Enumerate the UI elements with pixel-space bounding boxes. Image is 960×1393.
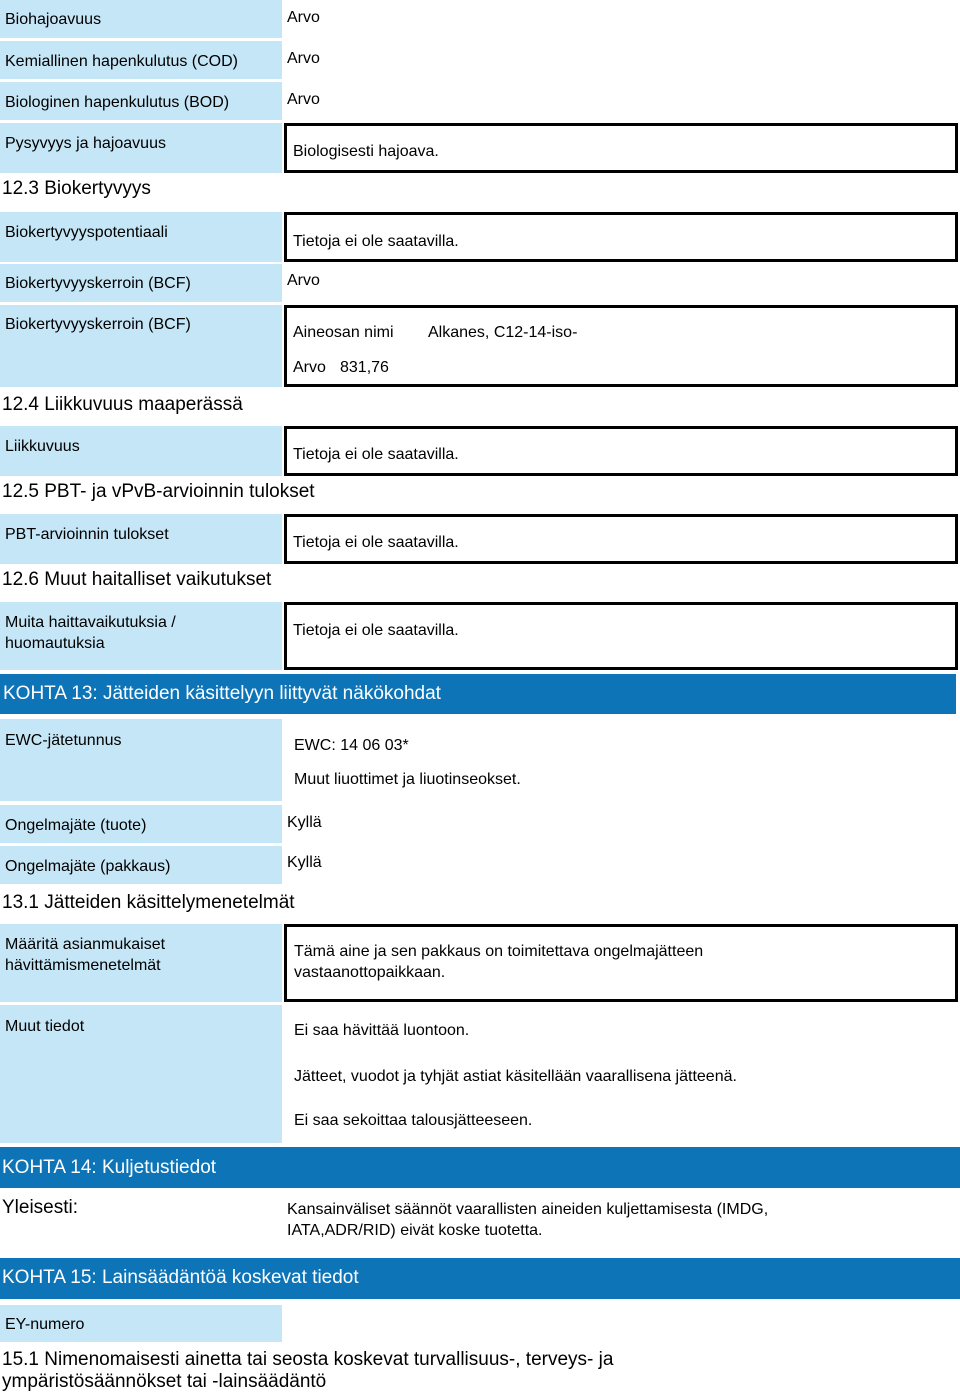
row-label-bcf-2: Biokertyvyyskerroin (BCF) [0,305,282,387]
other-info-line-1: Ei saa hävittää luontoon. [294,1022,470,1039]
row-value-persistence: Biologisesti hajoava. [293,143,439,160]
row-label-bio-potential: Biokertyvyyspotentiaali [0,212,282,262]
row-value-bod: Arvo [287,91,320,108]
section-13-header: KOHTA 13: Jätteiden käsittelyyn liittyvät näkökohdat [0,674,956,714]
row-value-waste-product: Kyllä [287,814,322,831]
ewc-code: EWC: 14 06 03* [294,737,409,754]
other-info-line-2: Jätteet, vuodot ja tyhjät astiat käsitellään vaarallisena jätteenä. [294,1068,737,1085]
heading-12-5: 12.5 PBT- ja vPvB-arvioinnin tulokset [2,481,315,502]
value-box-bcf-2 [284,305,958,387]
row-label-bcf-1: Biokertyvyyskerroin (BCF) [0,264,282,302]
row-label-pbt: PBT-arvioinnin tulokset [0,514,282,564]
row-value-bcf-1: Arvo [287,272,320,289]
row-label-ewc: EWC-jätetunnus [0,719,282,801]
row-value-waste-package: Kyllä [287,854,322,871]
value-box-other-effects [284,602,958,670]
heading-12-4: 12.4 Liikkuvuus maaperässä [2,394,243,415]
value-box-disposal-methods [284,924,958,1002]
row-label-ey-number: EY-numero [0,1305,282,1342]
heading-13-1: 13.1 Jätteiden käsittelymenetelmät [2,892,295,913]
row-label-other-effects: Muita haittavaikutuksia / huomautuksia [0,602,282,670]
row-label-bod: Biologinen hapenkulutus (BOD) [0,82,282,120]
component-arvo-label: Arvo [293,359,326,376]
row-label-cod: Kemiallinen hapenkulutus (COD) [0,41,282,79]
section-14-header: KOHTA 14: Kuljetustiedot [0,1147,960,1188]
row-value-mobility: Tietoja ei ole saatavilla. [293,446,459,463]
value-box-persistence [284,123,958,173]
row-value-disposal-methods: Tämä aine ja sen pakkaus on toimitettava ongelmajätteen vastaanottopaikkaan. [294,943,704,981]
section-15-header: KOHTA 15: Lainsäädäntöä koskevat tiedot [0,1258,960,1299]
component-name-value: Alkanes, C12-14-iso- [428,324,578,341]
value-box-pbt [284,514,958,564]
row-label-waste-package: Ongelmajäte (pakkaus) [0,846,282,884]
value-box-bio-potential [284,212,958,262]
general-value: Kansainväliset säännöt vaarallisten aineiden kuljettamisesta (IMDG, IATA,ADR/RID) eivät koske tuotetta. [287,1201,769,1239]
row-value-pbt: Tietoja ei ole saatavilla. [293,534,459,551]
row-value-biodegradability: Arvo [287,9,320,26]
row-value-other-effects: Tietoja ei ole saatavilla. [293,622,459,639]
row-value-cod: Arvo [287,50,320,67]
heading-12-6: 12.6 Muut haitalliset vaikutukset [2,569,272,590]
row-label-mobility: Liikkuvuus [0,426,282,476]
component-name-label: Aineosan nimi [293,324,394,341]
heading-15-1: 15.1 Nimenomaisesti ainetta tai seosta koskevat turvallisuus-, terveys- ja ympäristösäännökset tai -lainsäädäntö [2,1349,614,1392]
ewc-description: Muut liuottimet ja liuotinseokset. [294,771,521,788]
row-label-biodegradability: Biohajoavuus [0,0,282,38]
general-label: Yleisesti: [2,1197,79,1218]
other-info-line-3: Ei saa sekoittaa talousjätteeseen. [294,1112,533,1129]
heading-12-3: 12.3 Biokertyvyys [2,178,151,199]
row-value-bio-potential: Tietoja ei ole saatavilla. [293,233,459,250]
row-label-disposal-methods: Määritä asianmukaiset hävittämismenetelmät [0,924,282,1002]
row-label-waste-product: Ongelmajäte (tuote) [0,805,282,843]
value-box-mobility [284,426,958,476]
row-label-persistence: Pysyvyys ja hajoavuus [0,123,282,173]
component-arvo-value: 831,76 [340,359,389,376]
row-label-other-info: Muut tiedot [0,1005,282,1143]
